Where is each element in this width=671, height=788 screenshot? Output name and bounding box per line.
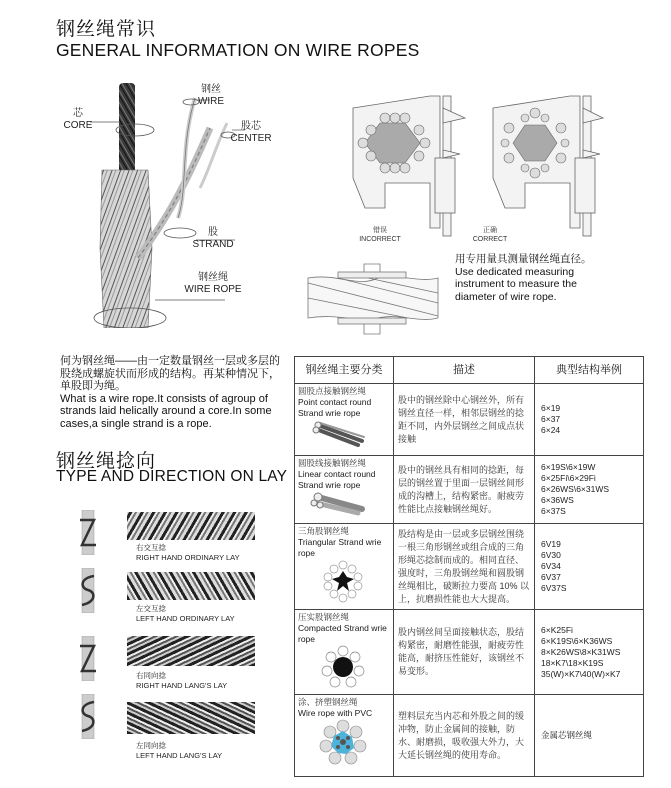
- wire-rope-definition: 何为钢丝绳——由一定数量钢丝一层或多层的股绕成螺旋状而形成的结构。再某种情况下，单股即为绳。 What is a wire rope.It consists of agroup of strands laid helically around a core.In some cases,a single strand is a rope.: [60, 355, 280, 430]
- lay-glyph-right-langs: [78, 636, 98, 686]
- pvc-cross-section-icon: [318, 719, 368, 765]
- page-title-cn: 钢丝绳常识: [56, 19, 157, 40]
- examples-cell: 6×19S\6×19W 6×25Fi\6×29Fi 6×26WS\6×31WS 6×36WS 6×37S: [535, 456, 644, 524]
- compacted-cross-section-icon: [318, 645, 368, 689]
- table-row: [295, 384, 644, 456]
- micrometer-rope-icon: [298, 258, 448, 338]
- label-strand: 股 STRAND: [192, 227, 234, 250]
- table-row: [295, 456, 644, 524]
- z-lay-glyph-icon: [78, 636, 98, 681]
- table-row: [295, 695, 644, 777]
- lay-label-left-langs: 左同向捻 LEFT HAND LANG'S LAY: [136, 741, 223, 760]
- lay-label-left-ordinary: 左交互捻 LEFT HAND ORDINARY LAY: [136, 604, 235, 623]
- description-cell: 股内钢丝间呈面接触状态，股结构紧密，耐磨性能强，耐疲劳性能高，耐挤压性能好，该钢丝不易变形。: [394, 610, 535, 695]
- examples-cell: 金属芯钢丝绳: [535, 695, 644, 777]
- wire-rope-classification-table: [294, 356, 644, 777]
- s-lay-glyph-icon: [78, 568, 98, 613]
- category-cell: 圆股线接触钢丝绳 Linear contact round Strand wrie rope: [295, 456, 394, 524]
- rope-photo-right-langs: [127, 636, 255, 666]
- caliper-illustration-icon: [335, 88, 605, 238]
- label-center: 股芯 CENTER: [230, 121, 272, 144]
- header-examples: 典型结构举例: [535, 357, 644, 384]
- s-lay-glyph-icon: [78, 694, 98, 739]
- category-cell: 压实股钢丝绳 Compacted Strand wrie rope: [295, 610, 394, 695]
- lay-glyph-left-ordinary: [78, 568, 98, 618]
- lay-label-right-langs: 右同向捻 RIGHT HAND LANG'S LAY: [136, 671, 228, 690]
- table-row: [295, 610, 644, 695]
- description-cell: 股中的钢丝具有相同的捻距，每层的钢丝置于里面一层钢丝间形成的沟槽上，结构紧密。耐疲劳性能比点接触钢丝绳好。: [394, 456, 535, 524]
- rope-photo-right-ordinary: [127, 512, 255, 540]
- table-header-row: [295, 357, 644, 384]
- caliper-comparison: [335, 88, 605, 238]
- z-lay-glyph-icon: [78, 510, 98, 555]
- header-description: 描述: [394, 357, 535, 384]
- label-wire: 钢丝 WIRE: [197, 84, 225, 107]
- description-cell: 股中的钢丝除中心钢丝外，所有钢丝直径一样，相邻层钢丝的捻距不同，内外层钢丝之间成点状接触: [394, 384, 535, 456]
- lay-section-title-en: TYPE AND DIRECTION ON LAY: [56, 468, 288, 485]
- header-category: 钢丝绳主要分类: [295, 357, 394, 384]
- rope-photo-left-ordinary: [127, 572, 255, 600]
- examples-cell: 6×K25Fi 6×K19S\6×K36WS 8×K26WS\8×K31WS 18×K7\18×K19S 35(W)×K7\40(W)×K7: [535, 610, 644, 695]
- triangular-cross-section-icon: [318, 559, 368, 603]
- measurement-note: 用专用量具测量钢丝绳直径。 Use dedicated measuring instrument to measure the diameter of wire rope.: [455, 253, 592, 303]
- table-row: [295, 524, 644, 610]
- lay-label-right-ordinary: 右交互捻 RIGHT HAND ORDINARY LAY: [136, 543, 240, 562]
- lay-glyph-left-langs: [78, 694, 98, 744]
- label-correct: 正确 CORRECT: [472, 227, 508, 243]
- lay-section-title-cn: 钢丝绳捻向: [56, 451, 157, 472]
- micrometer-side-view: [298, 258, 448, 338]
- description-cell: 股结构是由一层或多层钢丝围绕一根三角形钢丝或组合成的三角形绳芯捻制而成的。相同直径、强度时，三角股钢丝绳和圆股钢丝绳相比，破断拉力要高 10% 以上，抗磨损性能也大大提高。: [394, 524, 535, 610]
- lay-glyph-right-ordinary: [78, 510, 98, 560]
- examples-cell: 6V19 6V30 6V34 6V37 6V37S: [535, 524, 644, 610]
- category-cell: 涂、挤塑钢丝绳 Wire rope with PVC: [295, 695, 394, 777]
- page-title-en: GENERAL INFORMATION ON WIRE ROPES: [56, 40, 420, 60]
- strand-bundle-icon: [310, 419, 370, 447]
- strand-bundle-icon: [308, 491, 368, 517]
- category-cell: 圆股点接触钢丝绳 Point contact round Strand wrie rope: [295, 384, 394, 456]
- label-core: 芯 CORE: [63, 108, 93, 131]
- rope-photo-left-langs: [127, 702, 255, 734]
- description-cell: 塑料层充当内芯和外股之间的缓冲物，防止金属间的接触，防水、耐磨损，吸收强大外力，大大延长钢丝绳的使用寿命。: [394, 695, 535, 777]
- category-cell: 三角股钢丝绳 Triangular Strand wrie rope: [295, 524, 394, 610]
- examples-cell: 6×19 6×37 6×24: [535, 384, 644, 456]
- label-incorrect: 错误 INCORRECT: [359, 227, 401, 243]
- label-wire-rope: 钢丝绳 WIRE ROPE: [184, 272, 242, 295]
